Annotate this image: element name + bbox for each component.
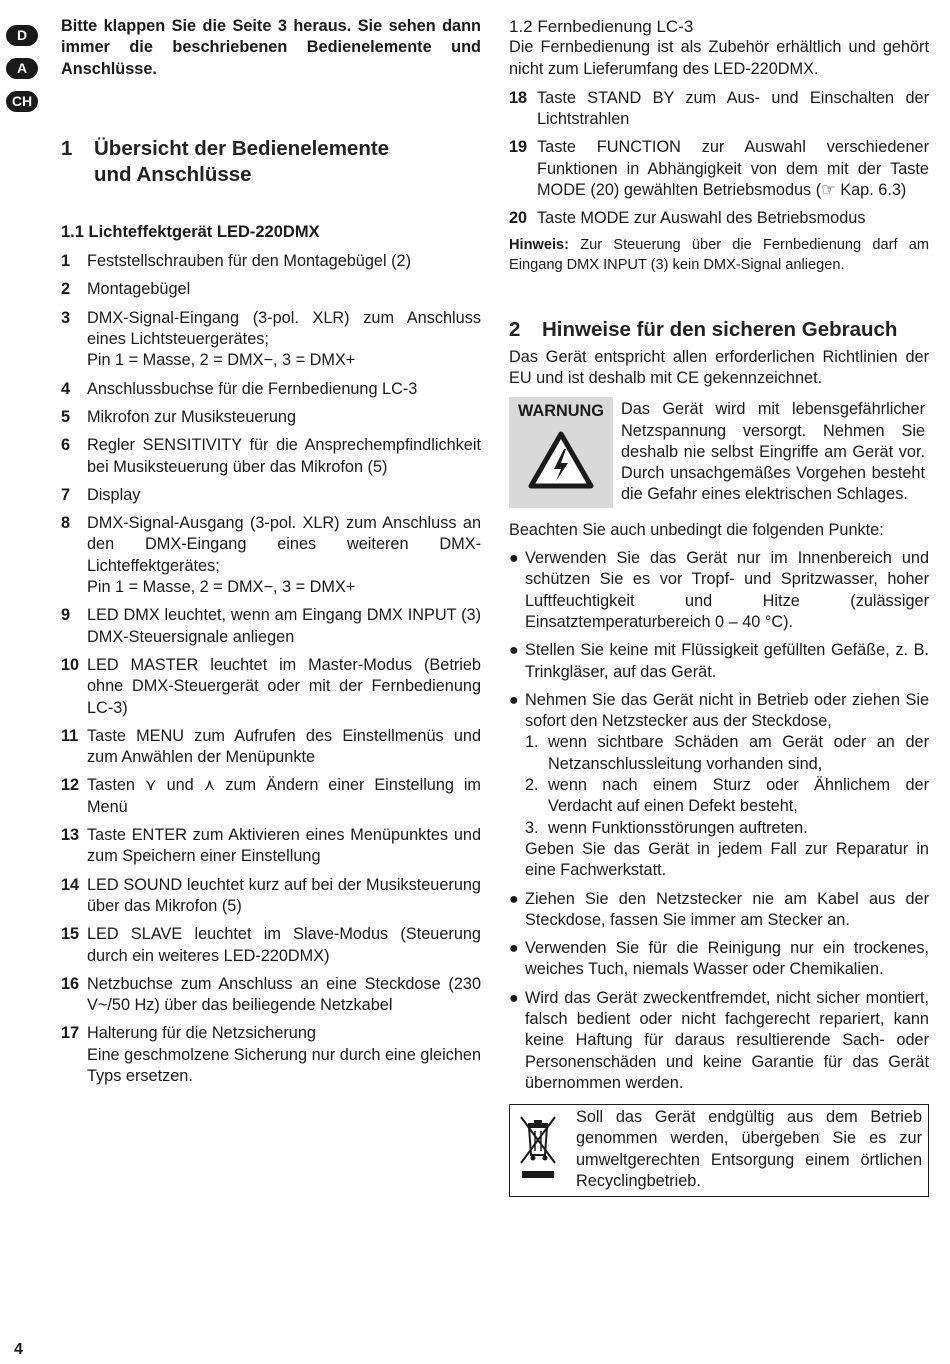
page-number: 4: [14, 1341, 23, 1358]
item-number: 9: [61, 606, 71, 625]
right-column: [509, 16, 929, 1197]
bullet-text: Nehmen Sie das Gerät nicht in Betrieb oder ziehen Sie sofort den Netzstecker aus der Steckdose,: [525, 690, 929, 731]
list-item: [61, 825, 481, 868]
list-item: [509, 889, 929, 932]
item-text: Taste ENTER zum Aktivieren eines Menüpunktes und zum Speichern einer Einstellung: [87, 826, 481, 866]
list-item: [61, 513, 481, 598]
item-text: Anschlussbuchse für die Fernbedienung LC-3: [87, 379, 418, 398]
points-intro: Beachten Sie auch unbedingt die folgenden Punkte:: [509, 520, 884, 539]
list-item: [61, 379, 481, 400]
item-text-2: Eine geschmolzene Sicherung nur durch eine gleichen Typs ersetzen.: [87, 1045, 481, 1085]
list-item: [61, 1023, 481, 1087]
list-item: [509, 988, 929, 1094]
intro-text: Bitte klappen Sie die Seite 3 heraus. Sie sehen dann immer die beschriebenen Bedienelemente und Anschlüsse.: [61, 17, 481, 78]
hint-label: Hinweis:: [509, 236, 570, 253]
bullet-icon: ●: [509, 550, 519, 568]
item-number: 10: [61, 655, 80, 674]
lang-badge-ch: CH: [6, 91, 38, 112]
item-text: Netzbuchse zum Anschluss an eine Steckdose (230 V~/50 Hz) über das beiliegende Netzkabel: [87, 974, 481, 1015]
section1-1-heading: 1.1 Lichteffektgerät LED-220DMX: [61, 222, 320, 241]
item-text: Montagebügel: [87, 280, 191, 299]
sub-item-number: 2.: [525, 776, 539, 795]
item-text: Tasten ⋎ und ⋏ zum Ändern einer Einstellung im Menü: [87, 776, 481, 816]
item-number: 14: [61, 875, 80, 894]
bullet-after-text: Geben Sie das Gerät in jedem Fall zur Reparatur in eine Fachwerkstatt.: [525, 839, 929, 880]
list-item: [61, 726, 481, 769]
item-number: 4: [61, 379, 71, 398]
list-item: [61, 974, 481, 1017]
item-text: Taste STAND BY zum Aus- und Einschalten der Lichtstrahlen: [537, 88, 929, 129]
lang-badge-d: D: [6, 25, 38, 46]
section1-2-heading: 1.2 Fernbedienung LC-3: [509, 17, 694, 36]
sub-item-text: wenn sichtbare Schäden am Gerät oder an der Netzanschlussleitung vorhanden sind,: [548, 733, 929, 773]
item-number: 5: [61, 407, 71, 426]
item-text: DMX-Signal-Ausgang (3-pol. XLR) zum Anschluss an den DMX-Eingang eines weiteren DMX-Lichteffektgerätes;: [87, 514, 481, 575]
section1-title-line1: Übersicht der Bedienelemente: [94, 136, 390, 160]
bullet-icon: ●: [509, 989, 519, 1007]
list-item: [61, 605, 481, 648]
item-text-2: Pin 1 = Masse, 2 = DMX−, 3 = DMX+: [87, 351, 356, 370]
list-item: [509, 640, 929, 683]
item-number: 15: [61, 925, 80, 944]
item-text: LED MASTER leuchtet im Master-Modus (Betrieb ohne DMX-Steuergerät oder mit der Fernbedienung LC-3): [87, 655, 481, 717]
hint-text: Zur Steuerung über die Fernbedienung darf am Eingang DMX INPUT (3) kein DMX-Signal anliegen.: [509, 236, 929, 273]
section2-heading: [509, 317, 929, 343]
bullet-icon: ●: [509, 642, 519, 660]
warning-label-panel: [509, 397, 613, 507]
bullet-text: Stellen Sie keine mit Flüssigkeit gefüllten Gefäße, z. B. Trinkgläser, auf das Gerät.: [525, 641, 929, 681]
item-number: 6: [61, 436, 71, 455]
bullet-icon: ●: [509, 890, 519, 908]
section2-title: Hinweise für den sicheren Gebrauch: [542, 317, 898, 341]
warning-label: WARNUNG: [518, 402, 604, 421]
left-item-list: [61, 251, 481, 1087]
bullet-text: Verwenden Sie für die Reinigung nur ein trockenes, weiches Tuch, niemals Wasser oder Chemikalien.: [525, 939, 929, 979]
item-number: 13: [61, 826, 80, 845]
section1-number: 1: [61, 136, 73, 160]
list-item: [509, 690, 929, 882]
item-number: 1: [61, 252, 71, 271]
item-text: DMX-Signal-Eingang (3-pol. XLR) zum Anschluss eines Lichtsteuergerätes;: [87, 308, 481, 349]
item-text-2: Pin 1 = Masse, 2 = DMX−, 3 = DMX+: [87, 578, 356, 597]
sub-item-text: wenn Funktionsstörungen auftreten.: [548, 818, 808, 837]
item-text: Display: [87, 485, 141, 504]
item-text: Regler SENSITIVITY für die Ansprechempfindlichkeit bei Musiksteuerung über das Mikrofon (5): [87, 436, 481, 476]
recycling-box: [509, 1104, 929, 1197]
list-item: [61, 655, 481, 719]
list-item: [61, 924, 481, 967]
list-item: [61, 485, 481, 506]
item-text: LED DMX leuchtet, wenn am Eingang DMX INPUT (3) DMX-Steuersignale anliegen: [87, 606, 481, 646]
list-item: [61, 775, 481, 818]
list-item: [509, 88, 929, 131]
item-text: Taste MENU zum Aufrufen des Einstellmenüs und zum Anwählen der Menüpunkte: [87, 726, 481, 767]
list-item: [61, 251, 481, 272]
item-text: Halterung für die Netzsicherung: [87, 1024, 316, 1043]
item-number: 20: [509, 209, 528, 228]
warning-text: Das Gerät wird mit lebensgefährlicher Netzspannung versorgt. Nehmen Sie deshalb nie selbst Eingriffe am Gerät vor. Durch unsachgemäßes Vorgehen besteht die Gefahr eines elektrischen Schlages.: [621, 400, 925, 504]
list-item: [61, 279, 481, 300]
sub-item-number: 1.: [525, 733, 539, 752]
item-number: 7: [61, 485, 71, 504]
item-text: Feststellschrauben für den Montagebügel (2): [87, 252, 412, 271]
hint-note: [509, 235, 929, 275]
bullet-text: Ziehen Sie den Netzstecker nie am Kabel aus der Steckdose, fassen Sie immer am Stecker an.: [525, 889, 929, 929]
crossed-out-bin-icon: [516, 1111, 560, 1187]
list-item: [61, 435, 481, 478]
sub-item: [525, 775, 929, 818]
item-text: Taste MODE zur Auswahl des Betriebsmodus: [537, 209, 866, 228]
bullet-icon: ●: [509, 691, 519, 709]
bullet-text: Verwenden Sie das Gerät nur im Innenbereich und schützen Sie es vor Tropf- und Spritzwasser, hoher Luftfeuchtigkeit und Hitze (zulässiger Einsatztemperaturbereich 0 – 40 °C).: [525, 549, 929, 631]
section1-2-intro: Die Fernbedienung ist als Zubehör erhältlich und gehört nicht zum Lieferumfang des LED-220DMX.: [509, 38, 929, 78]
list-item: [509, 137, 929, 201]
sub-item: [525, 818, 929, 839]
section1-heading: [61, 136, 481, 188]
item-number: 17: [61, 1024, 80, 1043]
item-number: 19: [509, 138, 528, 157]
sub-item-number: 3.: [525, 818, 539, 837]
item-text: LED SOUND leuchtet kurz auf bei der Musiksteuerung über das Mikrofon (5): [87, 875, 481, 915]
list-item: [61, 875, 481, 918]
item-number: 2: [61, 280, 71, 299]
item-text: LED SLAVE leuchtet im Slave-Modus (Steuerung durch ein weiteres LED-220DMX): [87, 925, 481, 965]
sub-item: [525, 732, 929, 775]
list-item: [509, 938, 929, 981]
item-number: 11: [61, 726, 79, 745]
sub-item-text: wenn nach einem Sturz oder Ähnlichem der Verdacht auf einen Defekt besteht,: [548, 776, 929, 816]
section2-number: 2: [509, 317, 521, 341]
list-item: [61, 407, 481, 428]
section2-intro: Das Gerät entspricht allen erforderlichen Richtlinien der EU und ist deshalb mit CE gekennzeichnet.: [509, 347, 929, 387]
recycling-icon-panel: [510, 1105, 572, 1196]
right-item-list: [509, 88, 929, 230]
high-voltage-warning-icon: [528, 431, 594, 489]
lang-badge-a: A: [6, 58, 38, 79]
item-number: 12: [61, 776, 80, 795]
item-number: 3: [61, 308, 71, 327]
list-item: [61, 308, 481, 372]
section1-title-line2: und Anschlüsse: [94, 162, 252, 186]
list-item: [509, 208, 929, 229]
bullet-text: Wird das Gerät zweckentfremdet, nicht sicher montiert, falsch bedient oder nicht fachgerecht repariert, kann keine Haftung für daraus resultierende Sach- oder Personenschäden und keine Garantie für das Gerät übernommen werden.: [525, 988, 929, 1092]
item-text: Taste FUNCTION zur Auswahl verschiedener Funktionen in Abhängigkeit von dem mit der Taste MODE (20) gewählten Betriebsmodus (☞ Kap. 6.3): [537, 138, 929, 200]
item-number: 16: [61, 974, 80, 993]
left-column: [61, 16, 481, 1094]
list-item: [509, 548, 929, 633]
bullet-icon: ●: [509, 940, 519, 958]
item-number: 18: [509, 88, 528, 107]
recycling-text: Soll das Gerät endgültig aus dem Betrieb genommen werden, übergeben Sie es zur umweltgerechten Entsorgung einem örtlichen Recyclingbetrieb.: [576, 1108, 922, 1191]
item-number: 8: [61, 514, 71, 533]
warning-box: [509, 397, 929, 507]
item-text: Mikrofon zur Musiksteuerung: [87, 407, 297, 426]
